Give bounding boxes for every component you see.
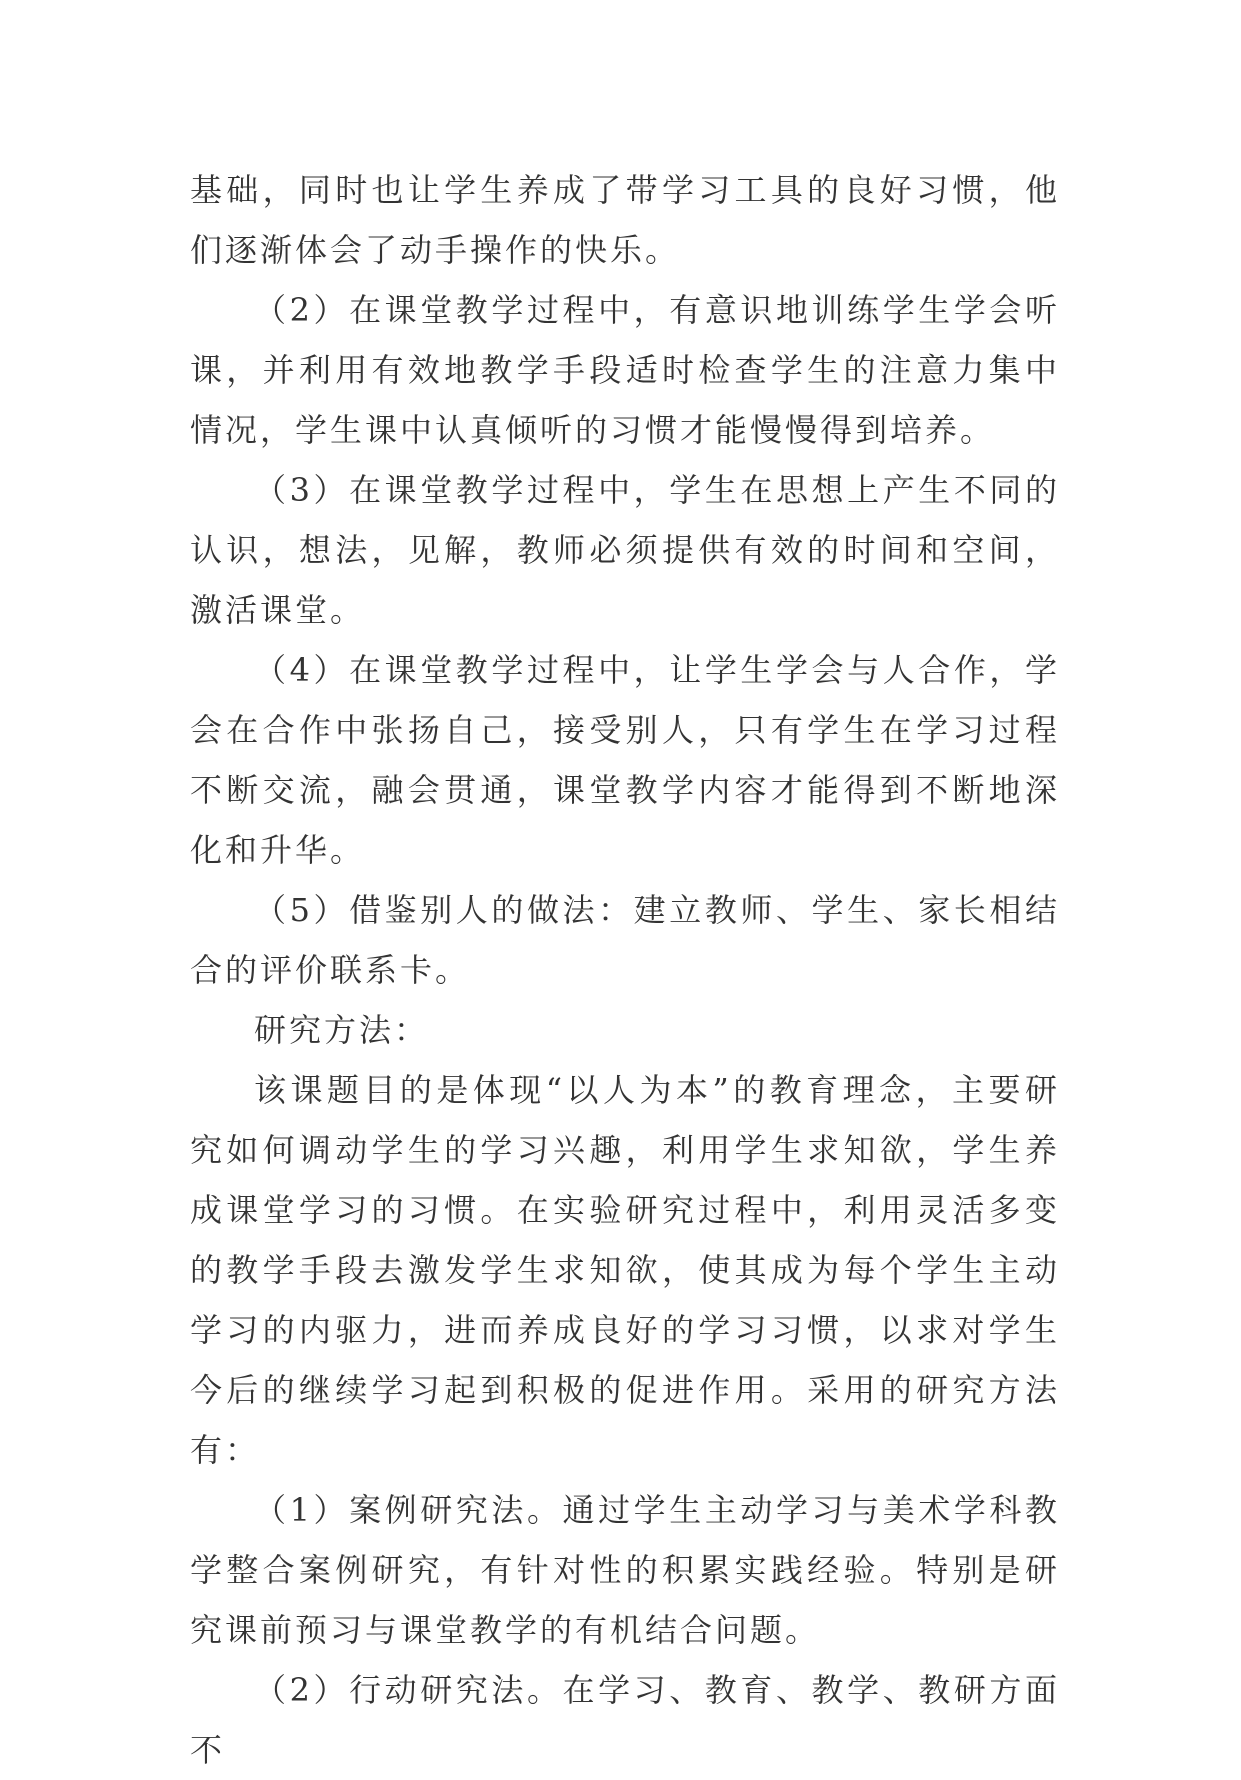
paragraph-method-2: （2）行动研究法。在学习、教育、教学、教研方面不 [190,1671,1060,1769]
paragraph-item-3: （3）在课堂教学过程中，学生在思想上产生不同的认识，想法，见解，教师必须提供有效的时间和空间，激活课堂。 [190,471,1060,629]
paragraph-item-4: （4）在课堂教学过程中，让学生学会与人合作，学会在合作中张扬自己，接受别人，只有学生在学习过程不断交流，融会贯通，课堂教学内容才能得到不断地深化和升华。 [190,651,1060,869]
paragraph-method-1: （1）案例研究法。通过学生主动学习与美术学科教学整合案例研究，有针对性的积累实践经验。特别是研究课前预习与课堂教学的有机结合问题。 [190,1491,1060,1649]
paragraph-item-5: （5）借鉴别人的做法：建立教师、学生、家长相结合的评价联系卡。 [190,891,1060,989]
section-heading-research-methods: 研究方法： [254,1011,430,1049]
paragraph-research-intro: 该课题目的是体现“以人为本”的教育理念，主要研究如何调动学生的学习兴趣，利用学生求知欲，学生养成课堂学习的习惯。在实验研究过程中，利用灵活多变的教学手段去激发学生求知欲，使其成为每个学生主动学习的内驱力，进而养成良好的学习习惯，以求对学生今后的继续学习起到积极的促进作用。采用的研究方法有： [190,1071,1060,1469]
paragraph-continuation: 基础，同时也让学生养成了带学习工具的良好习惯，他们逐渐体会了动手操作的快乐。 [190,171,1060,269]
document-page [190,160,1060,1780]
paragraph-item-2: （2）在课堂教学过程中，有意识地训练学生学会听课，并利用有效地教学手段适时检查学生的注意力集中情况，学生课中认真倾听的习惯才能慢慢得到培养。 [190,291,1060,449]
